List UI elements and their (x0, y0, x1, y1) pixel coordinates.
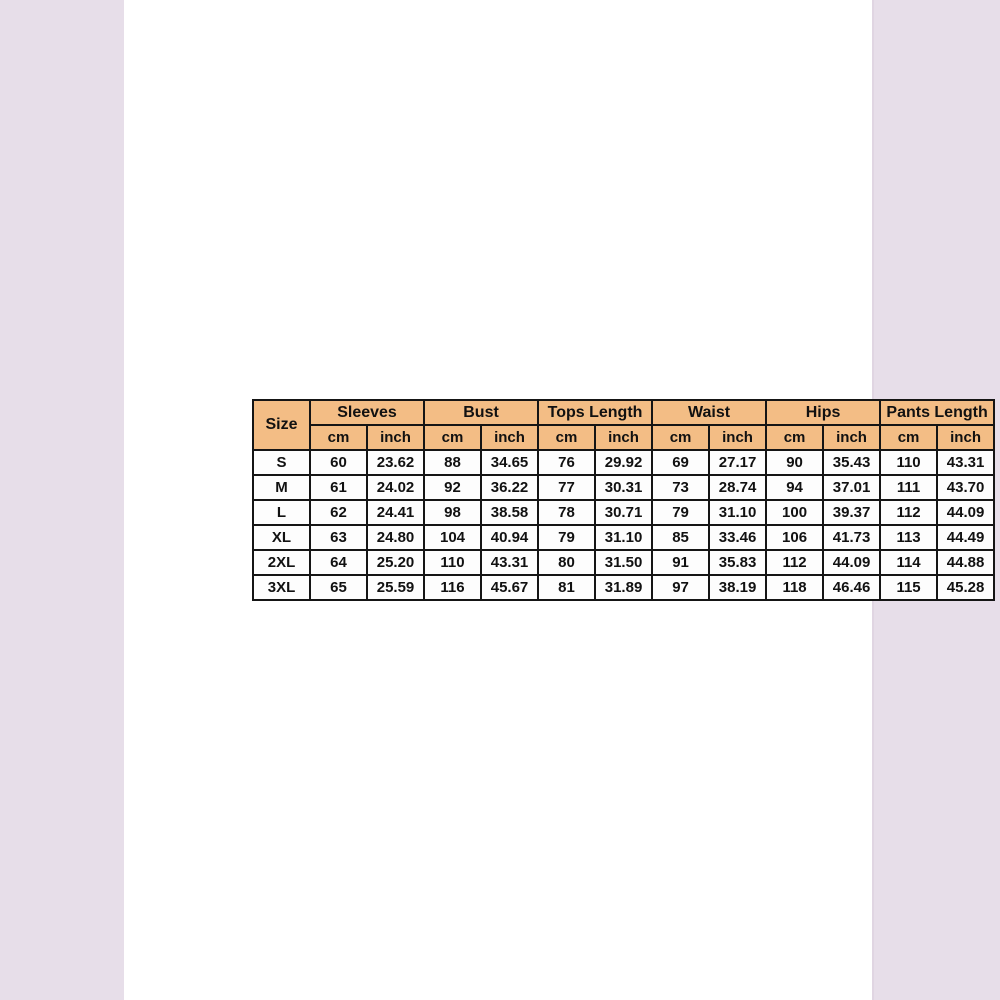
value-cell: 39.37 (823, 500, 880, 525)
value-cell: 77 (538, 475, 595, 500)
value-cell: 100 (766, 500, 823, 525)
value-cell: 35.43 (823, 450, 880, 475)
value-cell: 27.17 (709, 450, 766, 475)
value-cell: 31.50 (595, 550, 652, 575)
table-unit-row (253, 425, 994, 450)
value-cell: 38.58 (481, 500, 538, 525)
unit-header: inch (823, 425, 880, 450)
value-cell: 118 (766, 575, 823, 600)
header-sleeves: Sleeves (310, 400, 424, 425)
value-cell: 45.67 (481, 575, 538, 600)
value-cell: 31.89 (595, 575, 652, 600)
value-cell: 24.80 (367, 525, 424, 550)
value-cell: 44.09 (823, 550, 880, 575)
value-cell: 92 (424, 475, 481, 500)
value-cell: 111 (880, 475, 937, 500)
value-cell: 44.88 (937, 550, 994, 575)
value-cell: 112 (880, 500, 937, 525)
unit-header: cm (880, 425, 937, 450)
header-bust: Bust (424, 400, 538, 425)
value-cell: 116 (424, 575, 481, 600)
value-cell: 64 (310, 550, 367, 575)
value-cell: 85 (652, 525, 709, 550)
value-cell: 25.20 (367, 550, 424, 575)
value-cell: 73 (652, 475, 709, 500)
value-cell: 43.31 (937, 450, 994, 475)
value-cell: 34.65 (481, 450, 538, 475)
table-row (253, 525, 994, 550)
value-cell: 60 (310, 450, 367, 475)
table-row (253, 475, 994, 500)
table-header-group-row (253, 400, 994, 425)
value-cell: 25.59 (367, 575, 424, 600)
value-cell: 69 (652, 450, 709, 475)
value-cell: 44.49 (937, 525, 994, 550)
value-cell: 30.71 (595, 500, 652, 525)
value-cell: 43.70 (937, 475, 994, 500)
unit-header: inch (595, 425, 652, 450)
value-cell: 110 (424, 550, 481, 575)
header-hips: Hips (766, 400, 880, 425)
value-cell: 29.92 (595, 450, 652, 475)
value-cell: 106 (766, 525, 823, 550)
value-cell: 94 (766, 475, 823, 500)
header-waist: Waist (652, 400, 766, 425)
value-cell: 98 (424, 500, 481, 525)
unit-header: cm (652, 425, 709, 450)
value-cell: 28.74 (709, 475, 766, 500)
unit-header: cm (538, 425, 595, 450)
value-cell: 76 (538, 450, 595, 475)
value-cell: 31.10 (709, 500, 766, 525)
size-label-cell: L (253, 500, 310, 525)
size-label-cell: S (253, 450, 310, 475)
value-cell: 63 (310, 525, 367, 550)
value-cell: 45.28 (937, 575, 994, 600)
size-chart-container (252, 399, 995, 601)
value-cell: 35.83 (709, 550, 766, 575)
value-cell: 36.22 (481, 475, 538, 500)
unit-header: inch (709, 425, 766, 450)
value-cell: 91 (652, 550, 709, 575)
value-cell: 112 (766, 550, 823, 575)
value-cell: 24.41 (367, 500, 424, 525)
value-cell: 115 (880, 575, 937, 600)
value-cell: 43.31 (481, 550, 538, 575)
value-cell: 79 (538, 525, 595, 550)
value-cell: 44.09 (937, 500, 994, 525)
value-cell: 104 (424, 525, 481, 550)
value-cell: 31.10 (595, 525, 652, 550)
unit-header: cm (766, 425, 823, 450)
value-cell: 40.94 (481, 525, 538, 550)
value-cell: 24.02 (367, 475, 424, 500)
value-cell: 61 (310, 475, 367, 500)
content-panel (124, 0, 988, 1000)
size-label-cell: M (253, 475, 310, 500)
unit-header: inch (367, 425, 424, 450)
value-cell: 88 (424, 450, 481, 475)
table-row (253, 500, 994, 525)
size-label-cell: 3XL (253, 575, 310, 600)
unit-header: cm (424, 425, 481, 450)
value-cell: 80 (538, 550, 595, 575)
value-cell: 41.73 (823, 525, 880, 550)
value-cell: 65 (310, 575, 367, 600)
header-pants-length: Pants Length (880, 400, 994, 425)
value-cell: 97 (652, 575, 709, 600)
value-cell: 30.31 (595, 475, 652, 500)
size-chart-table (252, 399, 995, 601)
value-cell: 23.62 (367, 450, 424, 475)
unit-header: inch (481, 425, 538, 450)
value-cell: 38.19 (709, 575, 766, 600)
value-cell: 90 (766, 450, 823, 475)
unit-header: cm (310, 425, 367, 450)
value-cell: 79 (652, 500, 709, 525)
table-row (253, 450, 994, 475)
table-row (253, 575, 994, 600)
header-size: Size (253, 400, 310, 450)
value-cell: 110 (880, 450, 937, 475)
value-cell: 37.01 (823, 475, 880, 500)
header-tops-length: Tops Length (538, 400, 652, 425)
table-row (253, 550, 994, 575)
value-cell: 62 (310, 500, 367, 525)
value-cell: 81 (538, 575, 595, 600)
value-cell: 33.46 (709, 525, 766, 550)
value-cell: 113 (880, 525, 937, 550)
size-label-cell: 2XL (253, 550, 310, 575)
size-label-cell: XL (253, 525, 310, 550)
unit-header: inch (937, 425, 994, 450)
value-cell: 78 (538, 500, 595, 525)
value-cell: 46.46 (823, 575, 880, 600)
value-cell: 114 (880, 550, 937, 575)
